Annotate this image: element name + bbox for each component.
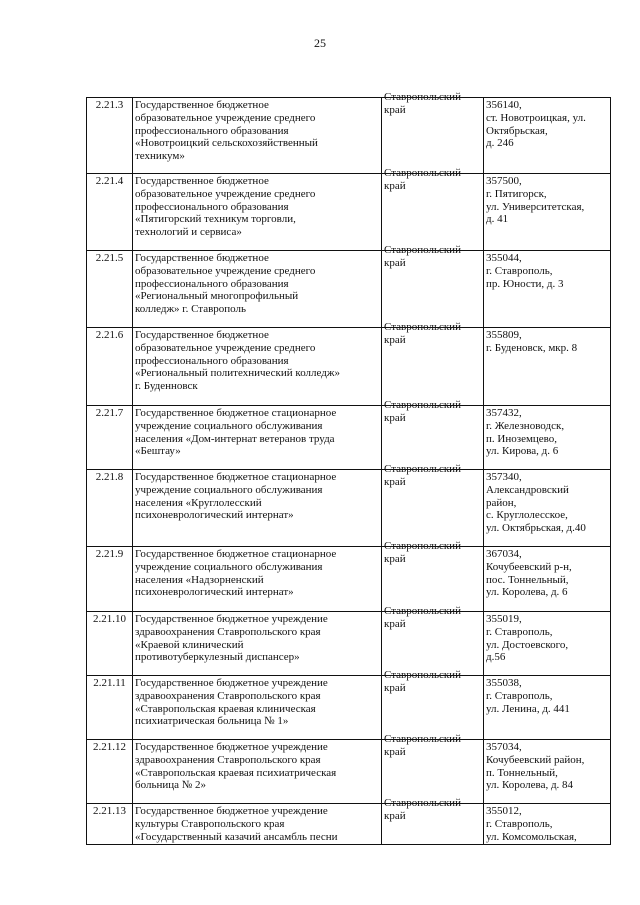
row-number: 2.21.4 bbox=[95, 175, 124, 187]
region-line: край bbox=[384, 179, 406, 192]
row-number: 2.21.7 bbox=[95, 407, 124, 419]
region-line: Ставропольский bbox=[384, 669, 461, 681]
table-row bbox=[87, 406, 611, 470]
institution-name-text bbox=[135, 252, 379, 316]
region-cell bbox=[382, 733, 484, 804]
region-line: край bbox=[384, 475, 406, 488]
address-line: д.56 bbox=[486, 651, 506, 664]
row-number: 2.21.3 bbox=[95, 99, 124, 111]
address-text bbox=[486, 548, 608, 599]
institution-name-line: «Ставропольская краевая клиническая bbox=[135, 702, 316, 715]
institution-name-cell bbox=[133, 740, 382, 804]
row-number: 2.21.8 bbox=[95, 471, 124, 483]
institution-name-line: Государственное бюджетное стационарное bbox=[135, 548, 337, 560]
row-number: 2.21.6 bbox=[95, 329, 124, 341]
region-text bbox=[384, 167, 481, 193]
address-line: Октябрьская, bbox=[486, 124, 548, 137]
address-line: ул. Университетская, bbox=[486, 200, 585, 213]
address-line: пр. Юности, д. 3 bbox=[486, 277, 564, 290]
page-number: 25 bbox=[314, 36, 326, 50]
region-cell bbox=[382, 540, 484, 612]
region-line: Ставропольский bbox=[384, 733, 461, 745]
address-cell bbox=[484, 612, 611, 676]
address-text bbox=[486, 613, 608, 664]
row-number: 2.21.9 bbox=[95, 548, 124, 560]
row-number-cell bbox=[87, 406, 133, 470]
table-row bbox=[87, 547, 611, 612]
row-number-cell bbox=[87, 470, 133, 547]
address-line: 355044, bbox=[486, 252, 522, 264]
region-text bbox=[384, 605, 481, 631]
institution-name-text bbox=[135, 471, 379, 522]
row-number-cell bbox=[87, 804, 133, 845]
table-row bbox=[87, 612, 611, 676]
address-line: г. Ставрополь, bbox=[486, 689, 553, 702]
address-line: г. Пятигорск, bbox=[486, 187, 547, 200]
region-cell bbox=[382, 797, 484, 845]
address-cell bbox=[484, 98, 611, 174]
address-line: ул. Комсомольская, bbox=[486, 830, 577, 843]
region-text bbox=[384, 244, 481, 270]
region-line: край bbox=[384, 552, 406, 565]
table-row bbox=[87, 676, 611, 740]
region-text bbox=[384, 733, 481, 759]
institution-name-line: образовательное учреждение среднего bbox=[135, 187, 316, 200]
table-row bbox=[87, 174, 611, 251]
address-line: ул. Октябрьская, д.40 bbox=[486, 522, 586, 535]
row-number: 2.21.10 bbox=[93, 613, 126, 625]
address-cell bbox=[484, 174, 611, 251]
institution-name-line: учреждение социального обслуживания bbox=[135, 419, 323, 432]
institution-name-line: «Бештау» bbox=[135, 445, 181, 458]
region-line: край bbox=[384, 681, 406, 694]
institution-name-cell bbox=[133, 328, 382, 406]
institution-name-line: «Региональный многопрофильный bbox=[135, 290, 299, 303]
row-number-cell bbox=[87, 328, 133, 406]
region-line: край bbox=[384, 256, 406, 269]
institution-name-line: г. Буденновск bbox=[135, 380, 198, 393]
institution-name-line: Государственное бюджетное учреждение bbox=[135, 677, 328, 689]
address-line: г. Ставрополь, bbox=[486, 625, 553, 638]
institution-name-line: Государственное бюджетное bbox=[135, 329, 269, 341]
institution-name-line: психоневрологический интернат» bbox=[135, 586, 294, 599]
registry-table-body bbox=[87, 91, 611, 845]
address-line: пос. Тоннельный, bbox=[486, 573, 569, 586]
institution-name-cell bbox=[133, 470, 382, 547]
institution-name-cell bbox=[133, 612, 382, 676]
address-line: д. 246 bbox=[486, 137, 514, 150]
address-line: ул. Кирова, д. 6 bbox=[486, 445, 559, 458]
institution-name-line: противотуберкулезный диспансер» bbox=[135, 651, 300, 664]
table-row bbox=[87, 98, 611, 174]
table-row bbox=[87, 251, 611, 328]
institution-name-text bbox=[135, 329, 379, 393]
institution-name-line: больница № 2» bbox=[135, 779, 206, 792]
institution-name-line: «Новотроицкий сельскохозяйственный bbox=[135, 137, 318, 150]
address-line: 357500, bbox=[486, 175, 522, 187]
address-line: г. Ставрополь, bbox=[486, 817, 553, 830]
institution-name-text bbox=[135, 677, 379, 728]
institution-name-line: «Региональный политехнический колледж» bbox=[135, 367, 340, 380]
address-text bbox=[486, 741, 608, 792]
region-cell bbox=[382, 669, 484, 740]
region-text bbox=[384, 463, 481, 489]
institution-name-line: образовательное учреждение среднего bbox=[135, 264, 316, 277]
institution-name-line: профессионального образования bbox=[135, 124, 289, 137]
institution-name-line: учреждение социального обслуживания bbox=[135, 483, 323, 496]
institution-name-line: Государственное бюджетное bbox=[135, 252, 269, 264]
address-line: ул. Королева, д. 6 bbox=[486, 586, 568, 599]
address-line: 355012, bbox=[486, 805, 522, 817]
region-cell bbox=[382, 167, 484, 251]
institution-name-line: Государственное бюджетное учреждение bbox=[135, 805, 328, 817]
institution-name-line: учреждение социального обслуживания bbox=[135, 560, 323, 573]
row-number-cell bbox=[87, 547, 133, 612]
institution-name-line: здравоохранения Ставропольского края bbox=[135, 625, 321, 638]
address-line: ст. Новотроицкая, ул. bbox=[486, 111, 586, 124]
address-line: район, bbox=[486, 496, 517, 509]
region-line: край bbox=[384, 411, 406, 424]
region-line: Ставропольский bbox=[384, 540, 461, 552]
row-number-cell bbox=[87, 676, 133, 740]
region-line: Ставропольский bbox=[384, 167, 461, 179]
table-row bbox=[87, 740, 611, 804]
institution-name-line: культуры Ставропольского края bbox=[135, 817, 285, 830]
region-line: край bbox=[384, 103, 406, 116]
row-number-cell bbox=[87, 740, 133, 804]
institution-name-line: Государственное бюджетное bbox=[135, 99, 269, 111]
institution-name-line: «Ставропольская краевая психиатрическая bbox=[135, 766, 337, 779]
institution-name-cell bbox=[133, 251, 382, 328]
row-number-cell bbox=[87, 98, 133, 174]
institution-name-text bbox=[135, 805, 379, 843]
region-text bbox=[384, 669, 481, 695]
institution-name-line: образовательное учреждение среднего bbox=[135, 341, 316, 354]
address-line: г. Железноводск, bbox=[486, 419, 565, 432]
address-line: Кочубеевский р-н, bbox=[486, 560, 572, 573]
address-cell bbox=[484, 547, 611, 612]
region-text bbox=[384, 540, 481, 566]
address-text bbox=[486, 175, 608, 226]
institution-name-cell bbox=[133, 547, 382, 612]
region-text bbox=[384, 321, 481, 347]
institution-name-line: здравоохранения Ставропольского края bbox=[135, 753, 321, 766]
address-line: ул. Ленина, д. 441 bbox=[486, 702, 570, 715]
address-cell bbox=[484, 470, 611, 547]
region-line: Ставропольский bbox=[384, 605, 461, 617]
address-line: 357340, bbox=[486, 471, 522, 483]
address-line: ул. Королева, д. 84 bbox=[486, 779, 574, 792]
institution-name-cell bbox=[133, 406, 382, 470]
table-row bbox=[87, 470, 611, 547]
table-row bbox=[87, 804, 611, 845]
address-text bbox=[486, 471, 608, 535]
row-number-cell bbox=[87, 251, 133, 328]
address-text bbox=[486, 329, 608, 355]
institution-name-line: «Пятигорский техникум торговли, bbox=[135, 213, 296, 226]
region-text bbox=[384, 797, 481, 823]
address-line: 357432, bbox=[486, 407, 522, 419]
institution-name-line: Государственное бюджетное учреждение bbox=[135, 741, 328, 753]
table-row bbox=[87, 328, 611, 406]
institution-name-line: Государственное бюджетное bbox=[135, 175, 269, 187]
address-cell bbox=[484, 676, 611, 740]
region-line: Ставропольский bbox=[384, 463, 461, 475]
region-line: Ставропольский bbox=[384, 399, 461, 411]
institution-name-line: психоневрологический интернат» bbox=[135, 509, 294, 522]
row-number: 2.21.13 bbox=[93, 805, 126, 817]
institution-name-line: Государственное бюджетное стационарное bbox=[135, 407, 337, 419]
institution-name-line: колледж» г. Ставрополь bbox=[135, 303, 247, 316]
region-line: край bbox=[384, 617, 406, 630]
region-cell bbox=[382, 321, 484, 406]
registry-table bbox=[86, 91, 611, 845]
institution-name-line: населения «Надзорненский bbox=[135, 573, 264, 586]
region-text bbox=[384, 91, 481, 117]
institution-name-cell bbox=[133, 676, 382, 740]
address-line: п. Иноземцево, bbox=[486, 432, 558, 445]
institution-name-line: Государственное бюджетное учреждение bbox=[135, 613, 328, 625]
institution-name-line: «Краевой клинический bbox=[135, 638, 244, 651]
institution-name-line: образовательное учреждение среднего bbox=[135, 111, 316, 124]
row-number: 2.21.5 bbox=[95, 252, 124, 264]
region-line: Ставропольский bbox=[384, 321, 461, 333]
institution-name-text bbox=[135, 407, 379, 458]
row-number: 2.21.12 bbox=[93, 741, 126, 753]
institution-name-text bbox=[135, 548, 379, 599]
region-line: Ставропольский bbox=[384, 244, 461, 256]
institution-name-text bbox=[135, 741, 379, 792]
institution-name-line: психиатрическая больница № 1» bbox=[135, 715, 289, 728]
institution-name-line: технологий и сервиса» bbox=[135, 226, 242, 239]
institution-name-text bbox=[135, 99, 379, 163]
institution-name-line: «Государственный казачий ансамбль песни bbox=[135, 830, 338, 843]
institution-name-line: населения «Дом-интернат ветеранов труда bbox=[135, 432, 335, 445]
region-cell bbox=[382, 91, 484, 174]
address-line: Кочубеевский район, bbox=[486, 753, 585, 766]
address-line: 357034, bbox=[486, 741, 522, 753]
region-cell bbox=[382, 244, 484, 328]
address-cell bbox=[484, 251, 611, 328]
address-text bbox=[486, 677, 608, 715]
institution-name-line: Государственное бюджетное стационарное bbox=[135, 471, 337, 483]
address-line: 367034, bbox=[486, 548, 522, 560]
address-cell bbox=[484, 740, 611, 804]
address-line: г. Буденовск, мкр. 8 bbox=[486, 341, 578, 354]
institution-name-line: профессионального образования bbox=[135, 354, 289, 367]
address-line: п. Тоннельный, bbox=[486, 766, 558, 779]
row-number-cell bbox=[87, 174, 133, 251]
address-line: 355019, bbox=[486, 613, 522, 625]
address-text bbox=[486, 407, 608, 458]
region-line: Ставропольский bbox=[384, 91, 461, 103]
institution-name-line: профессионального образования bbox=[135, 200, 289, 213]
address-line: г. Ставрополь, bbox=[486, 264, 553, 277]
address-line: 355038, bbox=[486, 677, 522, 689]
address-cell bbox=[484, 328, 611, 406]
region-cell bbox=[382, 399, 484, 470]
institution-name-cell bbox=[133, 98, 382, 174]
address-line: 355809, bbox=[486, 329, 522, 341]
institution-name-text bbox=[135, 175, 379, 239]
region-cell bbox=[382, 605, 484, 676]
address-cell bbox=[484, 804, 611, 845]
institution-name-line: профессионального образования bbox=[135, 277, 289, 290]
institution-name-cell bbox=[133, 174, 382, 251]
address-cell bbox=[484, 406, 611, 470]
address-line: 356140, bbox=[486, 99, 522, 111]
institution-name-line: здравоохранения Ставропольского края bbox=[135, 689, 321, 702]
row-number: 2.21.11 bbox=[93, 677, 126, 689]
address-line: ул. Достоевского, bbox=[486, 638, 569, 651]
address-text bbox=[486, 99, 608, 150]
institution-name-text bbox=[135, 613, 379, 664]
row-number-cell bbox=[87, 612, 133, 676]
address-text bbox=[486, 252, 608, 290]
institution-name-cell bbox=[133, 804, 382, 845]
address-line: с. Круглолесское, bbox=[486, 509, 568, 522]
address-text bbox=[486, 805, 608, 843]
region-line: край bbox=[384, 745, 406, 758]
region-cell bbox=[382, 463, 484, 547]
address-line: Александровский bbox=[486, 483, 569, 496]
institution-name-line: техникум» bbox=[135, 150, 185, 163]
region-line: Ставропольский bbox=[384, 797, 461, 809]
region-line: край bbox=[384, 809, 406, 822]
region-text bbox=[384, 399, 481, 425]
address-line: д. 41 bbox=[486, 213, 509, 226]
region-line: край bbox=[384, 333, 406, 346]
institution-name-line: населения «Круглолесский bbox=[135, 496, 262, 509]
